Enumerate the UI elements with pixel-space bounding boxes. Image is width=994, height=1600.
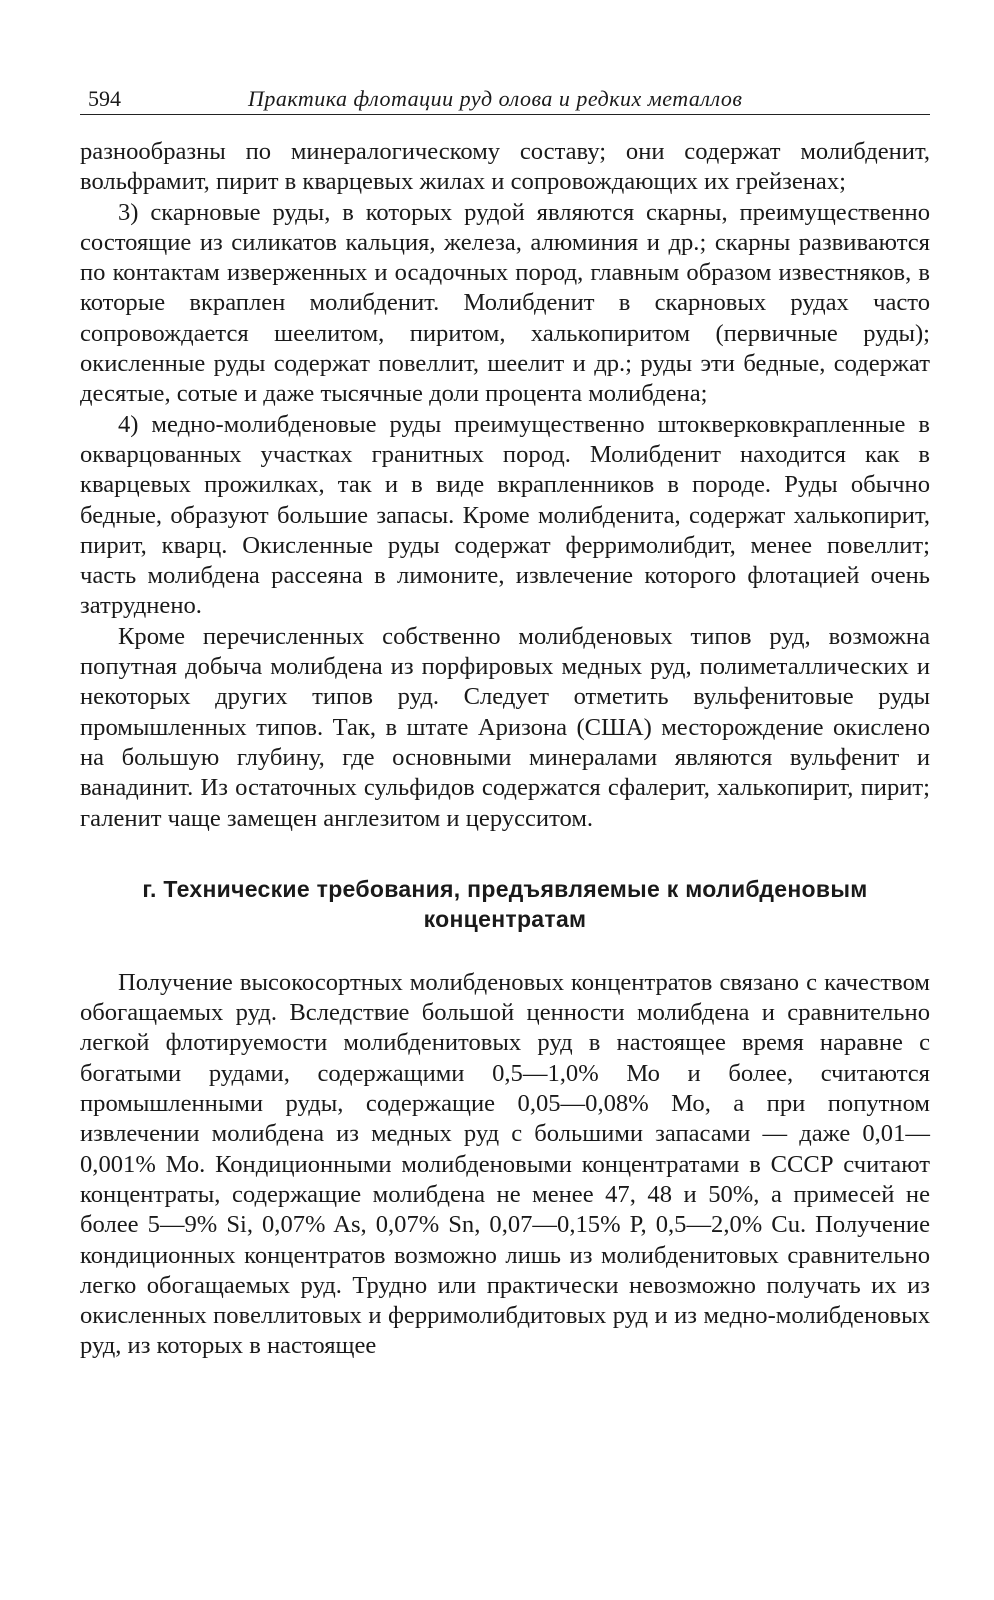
paragraph-continuation: разнообразны по минералогическому составу; они содержат молибденит, вольфрамит, пирит в кварцевых жилах и сопровождающих их грейзенах; xyxy=(80,138,930,196)
section-heading-line-2: концентратам xyxy=(423,905,587,932)
page-header xyxy=(80,80,930,115)
document-page xyxy=(80,80,930,1362)
page-number: 594 xyxy=(88,86,121,111)
section-heading xyxy=(80,874,930,934)
section-heading-line-1: г. Технические требования, предъявляемые к молибденовым xyxy=(142,875,868,902)
paragraph-skarn-ores: 3) скарновые руды, в которых рудой являются скарны, преимущественно состоящие из силикатов кальция, железа, алюминия и др.; скарны развиваются по контактам изверженных и осадочных пород, главным образом известняков, в которые вкраплен молибденит. Молибденит в скарновых рудах часто сопровождается шеелитом, пиритом, халькопиритом (первичные руды); окисленные руды содержат повеллит, шеелит и др.; руды эти бедные, содержат десятые, сотые и даже тысячные доли процента молибдена; xyxy=(80,198,930,408)
body-text-before xyxy=(80,137,930,834)
running-title: Практика флотации руд олова и редких металлов xyxy=(248,86,743,111)
paragraph-other-ore-types: Кроме перечисленных собственно молибденовых типов руд, возможна попутная добыча молибдена из порфировых медных руд, полиметаллических и некоторых других типов руд. Следует отметить вульфенитовые руды промышленных типов. Так, в штате Аризона (США) месторождение окислено на большую глубину, где основными минералами являются вульфенит и ванадинит. Из остаточных сульфидов содержатся сфалерит, халькопирит, пирит; галенит чаще замещен англезитом и церусситом. xyxy=(80,622,930,832)
paragraph-concentrate-requirements: Получение высокосортных молибденовых концентратов связано с качеством обогащаемых руд. Вследствие большой ценности молибдена и сравнительно легкой флотируемости молибденитовых руд в настоящее время наравне с богатыми рудами, содержащими 0,5—1,0% Мо и более, считаются промышленными руды, содержащие 0,05—0,08% Мо, а при попутном извлечении молибдена из медных руд с большими запасами — даже 0,01—0,001% Мо. Кондиционными молибденовыми концентратами в СССР считают концентраты, содержащие молибдена не менее 47, 48 и 50%, а примесей не более 5—9% Si, 0,07% As, 0,07% Sn, 0,07—0,15% P, 0,5—2,0% Cu. Получение кондиционных концентратов возможно лишь из молибденитовых сравнительно легко обогащаемых руд. Трудно или практически невозможно получать их из окисленных повеллитовых и ферримолибдитовых руд и из медно-молибденовых руд, из которых в настоящее xyxy=(80,968,930,1360)
body-text-after xyxy=(80,968,930,1362)
paragraph-copper-molybdenum-ores: 4) медно-молибденовые руды преимущественно штокверковкрапленные в окварцованных участках гранитных пород. Молибденит находится как в кварцевых прожилках, так и в виде вкрапленников в породе. Руды обычно бедные, образуют большие запасы. Кроме молибденита, содержат халькопирит, пирит, кварц. Окисленные руды содержат ферримолибдит, менее повеллит; часть молибдена рассеяна в лимоните, извлечение которого флотацией очень затруднено. xyxy=(80,410,930,620)
